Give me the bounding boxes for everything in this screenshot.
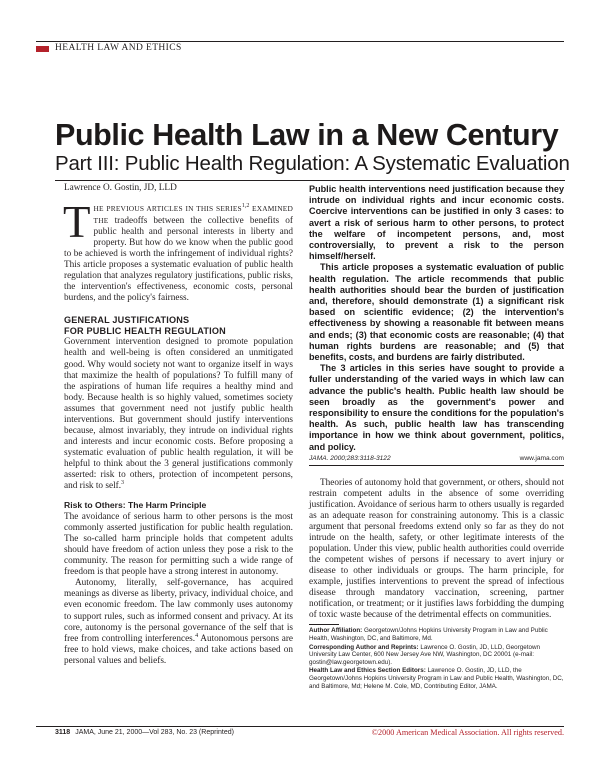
copyright-notice: ©2000 American Medical Association. All rights reserved. <box>371 728 564 737</box>
subsection-heading: Risk to Others: The Harm Principle <box>64 500 207 511</box>
body-text: Government intervention designed to promote population health and well-being is often considered an unmitigated good. Why would society not want to organize itself in ways that maximize the health of populations? To fulfill many of the aspirations of human life requires a healthy mind and body. Because health is so highly valued, sometimes society assumes that government need not justify public health interventions. But government should justify interventions because, almost invariably, they intrude on individual rights and interests and incur economic costs. Before proposing a systematic evaluation of public health regulation, it will be helpful to think about the 3 general justifications commonly asserted: risk to others, protection of incompetent persons, and risk to self. <box>64 337 293 492</box>
lead-paragraph <box>63 197 294 304</box>
affiliation-text: Georgetown/Johns Hopkins University Program in Law and Public Health, Washington, DC, and Baltimore, Md. <box>309 627 548 643</box>
right-column <box>309 184 564 691</box>
lead-smallcaps: HE PREVIOUS ARTICLES IN THIS SERIES <box>93 204 242 213</box>
header-rule <box>36 41 564 42</box>
reference-marker: 1,2 <box>241 202 250 209</box>
affiliation-note <box>309 627 564 642</box>
right-body <box>309 478 564 622</box>
section-heading-line-2: FOR PUBLIC HEALTH REGULATION <box>64 326 226 337</box>
article-subtitle: Part III: Public Health Regulation: A Systematic Evaluation <box>55 152 570 175</box>
affiliation-note <box>309 667 564 690</box>
affiliation-note <box>309 644 564 667</box>
lead-smallcaps-2: EXAMINED THE <box>93 204 294 226</box>
section-tag: HEALTH LAW AND ETHICS <box>55 43 182 53</box>
affiliation-rule <box>309 624 339 625</box>
journal-issue: JAMA, June 21, 2000—Vol 283, No. 23 (Reprinted) <box>75 729 234 736</box>
section-heading-line-1: GENERAL JUSTIFICATIONS <box>64 315 190 326</box>
abstract-paragraph: This article proposes a systematic evaluation of public health regulation. The article recommends that public health authorities should bear the burden of justification and, therefore, should demonstrate (1) a significant risk based on scientific evidence; (2) the intervention's effectiveness by showing a reasonable fit between means and ends; (3) that economic costs are reasonable; (4) that human rights burdens are reasonable; and (5) that benefits, costs, and burdens are fairly distributed. <box>309 262 564 363</box>
abstract-paragraph: Public health interventions need justification because they intrude on individual rights and incur economic costs. Coercive interventions can be justified in only 3 cases: to avert a risk of serious harm to other persons, to protect the welfare of incompetent persons, and, most controversially, to prevent a risk to the person himself/herself. <box>309 184 564 262</box>
section-heading <box>64 315 293 337</box>
drop-cap: T <box>63 197 91 247</box>
abstract <box>309 184 564 453</box>
page-number: 3118 <box>55 729 71 736</box>
article-title: Public Health Law in a New Century <box>55 118 559 152</box>
body-paragraph: The avoidance of serious harm to other persons is the most commonly asserted justification for public health regulation. The so-called harm principle holds that competent adults should have freedom of action unless they pose a risk to the community. The reason for permitting such a wide range of freedom is that people have a strong interest in autonomy. <box>64 512 293 578</box>
body-paragraph: Theories of autonomy hold that government, or others, should not restrain competent adults in the absence of some overriding justification. Avoidance of serious harm to others usually is regarded as an adequate reason for constraining autonomy. This is a classic argument that personal freedoms extend only so far as they do not intrude on the health, safety, or other legitimate interests of the population. Under this view, public health authorities could override the competent wishes of persons if necessary to avert injury or disease to other individuals or groups. The harm principle, for example, justifies interventions to prevent the spread of infectious disease through mandatory vaccination, screening, partner notification, or treatment; or it justifies laws forbidding the dumping of toxic waste because of the detrimental effects on communities. <box>309 477 564 621</box>
body-text: Autonomous persons are free to hold views, make choices, and take actions based on personal values and beliefs. <box>64 633 294 666</box>
body-text: Autonomy, literally, self-governance, has acquired meanings as diverse as liberty, privacy, individual choice, and even economic freedom. The law commonly uses autonomy to support rules, such as informed consent and privacy. At its core, autonomy is the personal governance of the self that is free from controlling interferences. <box>64 578 293 644</box>
body-paragraph <box>64 337 293 492</box>
affiliation-text: Lawrence O. Gostin, JD, LLD, Georgetown University Law Center, 600 New Jersey Ave NW, Washington, DC 20001 (e-mail: gostin@law.georgetown.edu). <box>309 643 541 666</box>
journal-website-link[interactable]: www.jama.com <box>519 454 564 462</box>
footer-rule <box>36 726 564 727</box>
abstract-paragraph: The 3 articles in this series have sought to provide a fuller understanding of the varied ways in which law can advance the public's health. Public health law should be seen broadly as the government's power and responsibility to ensure the conditions for the population's health. As such, public health law has transcending importance in how we think about government, politics, and policy. <box>309 363 564 452</box>
affiliation-label: Health Law and Ethics Section Editors: <box>309 667 426 675</box>
body-paragraph <box>64 578 293 666</box>
reference-marker: 4 <box>195 632 199 639</box>
footer-journal-info <box>55 729 234 736</box>
lead-text: tradeoffs between the collective benefits of public health and personal interests in liberty and property. But how do we know when the public good to be achieved is worth the infringement of individual rights? This article proposes a systematic evaluation of public health regulation that analyzes regulatory justifications, public risks, the intervention's effectiveness, economic costs, personal burdens, and the policy's fairness. <box>64 216 293 304</box>
title-rule <box>55 180 565 181</box>
affiliation-text: Lawrence O. Gostin, JD, LLD, the Georgetown/Johns Hopkins University Program in Law and Public Health, Washington, DC, and Baltimore, Md; Helene M. Cole, MD, Contributing Editor, JAMA. <box>309 667 564 690</box>
author-byline: Lawrence O. Gostin, JD, LLD <box>64 183 177 193</box>
affiliation-label: Author Affiliation: <box>309 627 363 635</box>
journal-citation: JAMA. 2000;283:3118-3122 <box>309 454 391 462</box>
author-affiliations <box>309 627 564 690</box>
section-accent-bar <box>36 46 49 52</box>
citation-row <box>309 455 564 466</box>
left-column <box>63 197 294 667</box>
affiliation-label: Corresponding Author and Reprints: <box>309 643 419 651</box>
reference-marker: 3 <box>121 479 125 486</box>
